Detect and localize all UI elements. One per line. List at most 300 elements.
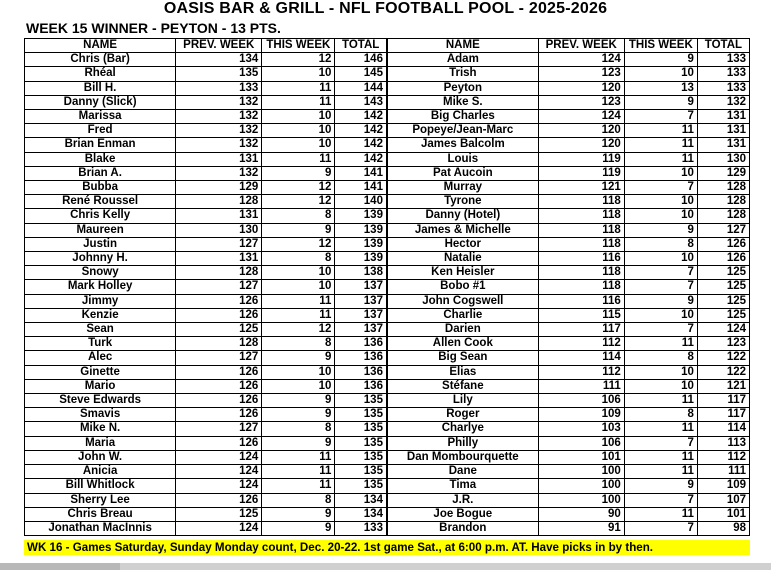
- cell-this-week: 11: [262, 450, 335, 464]
- table-row: [25, 337, 750, 351]
- cell-prev-week-2: 123: [538, 95, 624, 109]
- cell-prev-week-2: 116: [538, 252, 624, 266]
- table-row: [25, 181, 750, 195]
- table-row: [25, 465, 750, 479]
- table-row: [25, 521, 750, 535]
- cell-prev-week-2: 111: [538, 379, 624, 393]
- table-row: [25, 436, 750, 450]
- cell-prev-week-2: 100: [538, 465, 624, 479]
- cell-total: 141: [335, 166, 387, 180]
- cell-total-2: 109: [697, 479, 749, 493]
- cell-total-2: 125: [697, 294, 749, 308]
- table-row: [25, 138, 750, 152]
- cell-total-2: 124: [697, 323, 749, 337]
- cell-total: 134: [335, 507, 387, 521]
- cell-name: Fred: [25, 124, 176, 138]
- cell-total-2: 113: [697, 436, 749, 450]
- col-header-this-week: THIS WEEK: [262, 39, 335, 53]
- cell-this-week: 9: [262, 521, 335, 535]
- cell-this-week: 12: [262, 53, 335, 67]
- cell-total: 145: [335, 67, 387, 81]
- cell-name-2: Lily: [387, 394, 538, 408]
- cell-total: 142: [335, 110, 387, 124]
- cell-name-2: Philly: [387, 436, 538, 450]
- cell-name-2: James Balcolm: [387, 138, 538, 152]
- cell-prev-week-2: 118: [538, 266, 624, 280]
- cell-name: Ginette: [25, 365, 176, 379]
- cell-this-week-2: 9: [624, 479, 697, 493]
- table-row: [25, 280, 750, 294]
- cell-total-2: 126: [697, 237, 749, 251]
- col-header-prev-week: PREV. WEEK: [176, 39, 262, 53]
- cell-prev-week: 126: [176, 493, 262, 507]
- cell-name-2: Adam: [387, 53, 538, 67]
- cell-name-2: Popeye/Jean-Marc: [387, 124, 538, 138]
- table-row: [25, 81, 750, 95]
- col-header-this-week-2: THIS WEEK: [624, 39, 697, 53]
- cell-this-week-2: 8: [624, 408, 697, 422]
- cell-prev-week: 128: [176, 337, 262, 351]
- table-row: [25, 351, 750, 365]
- cell-name: Turk: [25, 337, 176, 351]
- cell-this-week: 10: [262, 280, 335, 294]
- cell-prev-week-2: 112: [538, 337, 624, 351]
- cell-name: Maria: [25, 436, 176, 450]
- cell-total: 135: [335, 408, 387, 422]
- cell-this-week: 9: [262, 408, 335, 422]
- cell-name-2: Roger: [387, 408, 538, 422]
- cell-this-week: 8: [262, 422, 335, 436]
- table-row: [25, 124, 750, 138]
- cell-name: Mark Holley: [25, 280, 176, 294]
- cell-this-week-2: 13: [624, 81, 697, 95]
- cell-total: 135: [335, 422, 387, 436]
- cell-total-2: 111: [697, 465, 749, 479]
- cell-name-2: Joe Bogue: [387, 507, 538, 521]
- col-header-total: TOTAL: [335, 39, 387, 53]
- cell-prev-week: 134: [176, 53, 262, 67]
- cell-name: Alec: [25, 351, 176, 365]
- cell-total: 136: [335, 379, 387, 393]
- cell-name-2: Allen Cook: [387, 337, 538, 351]
- cell-total: 139: [335, 252, 387, 266]
- cell-this-week: 12: [262, 237, 335, 251]
- cell-name-2: Bobo #1: [387, 280, 538, 294]
- cell-this-week-2: 7: [624, 436, 697, 450]
- cell-name: René Roussel: [25, 195, 176, 209]
- cell-name-2: Charlie: [387, 308, 538, 322]
- cell-name: Sherry Lee: [25, 493, 176, 507]
- col-header-total-2: TOTAL: [697, 39, 749, 53]
- table-row: [25, 422, 750, 436]
- cell-name-2: Natalie: [387, 252, 538, 266]
- cell-this-week-2: 10: [624, 195, 697, 209]
- cell-prev-week: 124: [176, 479, 262, 493]
- cell-name-2: Murray: [387, 181, 538, 195]
- cell-this-week: 8: [262, 252, 335, 266]
- table-row: [25, 294, 750, 308]
- cell-this-week: 11: [262, 308, 335, 322]
- cell-total-2: 122: [697, 365, 749, 379]
- table-row: [25, 394, 750, 408]
- cell-total: 135: [335, 436, 387, 450]
- cell-prev-week-2: 120: [538, 81, 624, 95]
- table-row: [25, 67, 750, 81]
- cell-name-2: Tima: [387, 479, 538, 493]
- cell-total: 135: [335, 394, 387, 408]
- cell-this-week: 11: [262, 465, 335, 479]
- cell-name-2: Dan Mombourquette: [387, 450, 538, 464]
- cell-name-2: Louis: [387, 152, 538, 166]
- cell-prev-week-2: 124: [538, 110, 624, 124]
- cell-total-2: 133: [697, 81, 749, 95]
- table-row: [25, 365, 750, 379]
- cell-this-week: 9: [262, 394, 335, 408]
- cell-this-week: 10: [262, 138, 335, 152]
- cell-total: 136: [335, 365, 387, 379]
- window-bottom-edge: [0, 563, 771, 570]
- cell-this-week: 12: [262, 323, 335, 337]
- cell-name: Snowy: [25, 266, 176, 280]
- cell-name-2: John Cogswell: [387, 294, 538, 308]
- cell-this-week-2: 10: [624, 166, 697, 180]
- cell-prev-week-2: 91: [538, 521, 624, 535]
- cell-this-week: 12: [262, 195, 335, 209]
- cell-this-week-2: 11: [624, 465, 697, 479]
- cell-prev-week: 126: [176, 436, 262, 450]
- cell-total: 138: [335, 266, 387, 280]
- cell-prev-week: 135: [176, 67, 262, 81]
- cell-prev-week: 127: [176, 237, 262, 251]
- cell-prev-week-2: 106: [538, 394, 624, 408]
- table-row: [25, 95, 750, 109]
- cell-name-2: J.R.: [387, 493, 538, 507]
- cell-this-week-2: 11: [624, 450, 697, 464]
- table-row: [25, 223, 750, 237]
- table-row: [25, 379, 750, 393]
- cell-name: Steve Edwards: [25, 394, 176, 408]
- cell-prev-week: 124: [176, 521, 262, 535]
- cell-total-2: 131: [697, 138, 749, 152]
- cell-name-2: Dane: [387, 465, 538, 479]
- table-row: [25, 195, 750, 209]
- cell-prev-week: 132: [176, 166, 262, 180]
- cell-prev-week-2: 90: [538, 507, 624, 521]
- cell-this-week: 11: [262, 294, 335, 308]
- table-row: [25, 479, 750, 493]
- cell-total: 142: [335, 138, 387, 152]
- cell-name: Mario: [25, 379, 176, 393]
- cell-name-2: Big Charles: [387, 110, 538, 124]
- cell-name: Maureen: [25, 223, 176, 237]
- cell-total-2: 132: [697, 95, 749, 109]
- cell-name: Marissa: [25, 110, 176, 124]
- col-header-name-2: NAME: [387, 39, 538, 53]
- cell-total-2: 128: [697, 209, 749, 223]
- cell-total-2: 121: [697, 379, 749, 393]
- cell-this-week-2: 8: [624, 351, 697, 365]
- cell-name: Blake: [25, 152, 176, 166]
- cell-name: Bubba: [25, 181, 176, 195]
- cell-total-2: 127: [697, 223, 749, 237]
- cell-prev-week-2: 123: [538, 67, 624, 81]
- cell-prev-week: 132: [176, 110, 262, 124]
- cell-prev-week-2: 124: [538, 53, 624, 67]
- table-row: [25, 53, 750, 67]
- cell-total-2: 126: [697, 252, 749, 266]
- table-row: [25, 237, 750, 251]
- cell-this-week-2: 7: [624, 521, 697, 535]
- cell-prev-week-2: 101: [538, 450, 624, 464]
- cell-name-2: Pat Aucoin: [387, 166, 538, 180]
- cell-prev-week: 126: [176, 408, 262, 422]
- cell-prev-week-2: 100: [538, 493, 624, 507]
- cell-total: 137: [335, 323, 387, 337]
- cell-name-2: Danny (Hotel): [387, 209, 538, 223]
- cell-name-2: Tyrone: [387, 195, 538, 209]
- cell-total-2: 129: [697, 166, 749, 180]
- cell-this-week-2: 10: [624, 209, 697, 223]
- cell-this-week: 12: [262, 181, 335, 195]
- header-row: [25, 39, 750, 53]
- cell-prev-week: 125: [176, 507, 262, 521]
- cell-total-2: 123: [697, 337, 749, 351]
- cell-prev-week-2: 109: [538, 408, 624, 422]
- cell-prev-week-2: 106: [538, 436, 624, 450]
- cell-prev-week: 124: [176, 465, 262, 479]
- table-row: [25, 152, 750, 166]
- cell-prev-week: 127: [176, 280, 262, 294]
- cell-name: John W.: [25, 450, 176, 464]
- cell-prev-week-2: 103: [538, 422, 624, 436]
- cell-prev-week: 132: [176, 124, 262, 138]
- table-row: [25, 252, 750, 266]
- cell-this-week-2: 10: [624, 308, 697, 322]
- cell-this-week-2: 11: [624, 394, 697, 408]
- cell-name-2: Mike S.: [387, 95, 538, 109]
- cell-prev-week: 133: [176, 81, 262, 95]
- cell-prev-week: 126: [176, 294, 262, 308]
- cell-this-week: 10: [262, 67, 335, 81]
- cell-total-2: 122: [697, 351, 749, 365]
- standings-table: [24, 38, 750, 536]
- cell-total-2: 125: [697, 280, 749, 294]
- cell-this-week: 8: [262, 493, 335, 507]
- cell-total-2: 98: [697, 521, 749, 535]
- cell-total: 139: [335, 209, 387, 223]
- cell-prev-week-2: 118: [538, 223, 624, 237]
- cell-this-week-2: 8: [624, 237, 697, 251]
- cell-this-week: 11: [262, 81, 335, 95]
- cell-prev-week: 128: [176, 266, 262, 280]
- cell-name: Chris Kelly: [25, 209, 176, 223]
- cell-this-week-2: 9: [624, 223, 697, 237]
- cell-this-week: 9: [262, 351, 335, 365]
- cell-prev-week: 126: [176, 379, 262, 393]
- cell-prev-week: 132: [176, 138, 262, 152]
- cell-name: Anicia: [25, 465, 176, 479]
- cell-total: 139: [335, 223, 387, 237]
- table-row: [25, 308, 750, 322]
- col-header-prev-week-2: PREV. WEEK: [538, 39, 624, 53]
- cell-this-week-2: 7: [624, 266, 697, 280]
- cell-name: Mike N.: [25, 422, 176, 436]
- cell-prev-week-2: 118: [538, 280, 624, 294]
- cell-prev-week: 130: [176, 223, 262, 237]
- cell-this-week-2: 9: [624, 95, 697, 109]
- cell-total-2: 131: [697, 110, 749, 124]
- col-header-name: NAME: [25, 39, 176, 53]
- cell-this-week-2: 11: [624, 422, 697, 436]
- cell-total: 135: [335, 465, 387, 479]
- cell-total: 140: [335, 195, 387, 209]
- cell-prev-week-2: 121: [538, 181, 624, 195]
- cell-this-week: 11: [262, 152, 335, 166]
- cell-this-week: 9: [262, 507, 335, 521]
- cell-this-week-2: 9: [624, 53, 697, 67]
- cell-prev-week: 131: [176, 152, 262, 166]
- cell-this-week-2: 10: [624, 252, 697, 266]
- cell-prev-week-2: 120: [538, 138, 624, 152]
- cell-total: 135: [335, 450, 387, 464]
- cell-total-2: 112: [697, 450, 749, 464]
- cell-this-week: 9: [262, 436, 335, 450]
- cell-this-week: 8: [262, 337, 335, 351]
- cell-total: 139: [335, 237, 387, 251]
- cell-prev-week: 126: [176, 308, 262, 322]
- cell-prev-week-2: 120: [538, 124, 624, 138]
- cell-this-week-2: 11: [624, 507, 697, 521]
- cell-prev-week: 128: [176, 195, 262, 209]
- cell-prev-week-2: 116: [538, 294, 624, 308]
- cell-name: Chris Breau: [25, 507, 176, 521]
- cell-total: 137: [335, 294, 387, 308]
- cell-total-2: 125: [697, 308, 749, 322]
- cell-this-week-2: 7: [624, 181, 697, 195]
- cell-this-week-2: 11: [624, 337, 697, 351]
- cell-total: 144: [335, 81, 387, 95]
- cell-name: Danny (Slick): [25, 95, 176, 109]
- cell-total: 142: [335, 152, 387, 166]
- cell-prev-week: 127: [176, 351, 262, 365]
- table-row: [25, 323, 750, 337]
- cell-total: 135: [335, 479, 387, 493]
- cell-total-2: 133: [697, 53, 749, 67]
- cell-name: Chris (Bar): [25, 53, 176, 67]
- page-title: OASIS BAR & GRILL - NFL FOOTBALL POOL - 2025-2026: [163, 0, 608, 17]
- cell-prev-week-2: 119: [538, 152, 624, 166]
- table-row: [25, 266, 750, 280]
- cell-prev-week-2: 112: [538, 365, 624, 379]
- cell-name: Jonathan MacInnis: [25, 521, 176, 535]
- cell-prev-week-2: 117: [538, 323, 624, 337]
- scroll-thumb[interactable]: [0, 563, 120, 570]
- next-week-notice: WK 16 - Games Saturday, Sunday Monday count, Dec. 20-22. 1st game Sat., at 6:00 p.m. AT. Have picks in by then.: [24, 540, 750, 555]
- cell-total: 146: [335, 53, 387, 67]
- cell-this-week-2: 7: [624, 323, 697, 337]
- cell-total-2: 130: [697, 152, 749, 166]
- cell-prev-week: 126: [176, 365, 262, 379]
- cell-this-week-2: 7: [624, 280, 697, 294]
- cell-this-week-2: 10: [624, 379, 697, 393]
- cell-this-week-2: 10: [624, 67, 697, 81]
- cell-this-week: 10: [262, 379, 335, 393]
- cell-total-2: 101: [697, 507, 749, 521]
- cell-prev-week-2: 115: [538, 308, 624, 322]
- cell-this-week: 8: [262, 209, 335, 223]
- cell-name: Kenzie: [25, 308, 176, 322]
- cell-name-2: Elias: [387, 365, 538, 379]
- week-winner-banner: WEEK 15 WINNER - PEYTON - 13 PTS.: [26, 20, 281, 36]
- cell-prev-week: 127: [176, 422, 262, 436]
- cell-total-2: 128: [697, 195, 749, 209]
- cell-this-week: 9: [262, 166, 335, 180]
- cell-prev-week-2: 118: [538, 209, 624, 223]
- cell-name: Bill H.: [25, 81, 176, 95]
- cell-total-2: 125: [697, 266, 749, 280]
- cell-this-week-2: 11: [624, 124, 697, 138]
- cell-prev-week: 129: [176, 181, 262, 195]
- cell-this-week-2: 10: [624, 365, 697, 379]
- cell-total: 134: [335, 493, 387, 507]
- cell-prev-week: 132: [176, 95, 262, 109]
- cell-name: Bill Whitlock: [25, 479, 176, 493]
- cell-name-2: Brandon: [387, 521, 538, 535]
- cell-prev-week: 125: [176, 323, 262, 337]
- cell-this-week: 10: [262, 110, 335, 124]
- cell-total-2: 117: [697, 408, 749, 422]
- table-row: [25, 507, 750, 521]
- cell-prev-week-2: 100: [538, 479, 624, 493]
- cell-name-2: Peyton: [387, 81, 538, 95]
- cell-total: 136: [335, 337, 387, 351]
- table-row: [25, 408, 750, 422]
- cell-this-week: 11: [262, 95, 335, 109]
- cell-total: 133: [335, 521, 387, 535]
- cell-this-week-2: 7: [624, 110, 697, 124]
- table-row: [25, 110, 750, 124]
- cell-name-2: Big Sean: [387, 351, 538, 365]
- cell-name-2: Charlye: [387, 422, 538, 436]
- cell-total-2: 107: [697, 493, 749, 507]
- cell-name: Rhéal: [25, 67, 176, 81]
- cell-this-week: 9: [262, 223, 335, 237]
- cell-total: 142: [335, 124, 387, 138]
- cell-prev-week-2: 118: [538, 237, 624, 251]
- cell-name-2: Stéfane: [387, 379, 538, 393]
- cell-total-2: 133: [697, 67, 749, 81]
- table-row: [25, 450, 750, 464]
- cell-this-week-2: 11: [624, 152, 697, 166]
- cell-prev-week: 131: [176, 252, 262, 266]
- table-row: [25, 209, 750, 223]
- cell-this-week: 10: [262, 266, 335, 280]
- cell-prev-week-2: 114: [538, 351, 624, 365]
- cell-name: Sean: [25, 323, 176, 337]
- cell-name-2: Ken Heisler: [387, 266, 538, 280]
- cell-total-2: 128: [697, 181, 749, 195]
- cell-prev-week: 124: [176, 450, 262, 464]
- cell-name-2: James & Michelle: [387, 223, 538, 237]
- table-row: [25, 166, 750, 180]
- cell-this-week-2: 7: [624, 493, 697, 507]
- table-row: [25, 493, 750, 507]
- cell-name: Johnny H.: [25, 252, 176, 266]
- cell-total: 136: [335, 351, 387, 365]
- cell-name-2: Darien: [387, 323, 538, 337]
- cell-name: Brian Enman: [25, 138, 176, 152]
- cell-total-2: 117: [697, 394, 749, 408]
